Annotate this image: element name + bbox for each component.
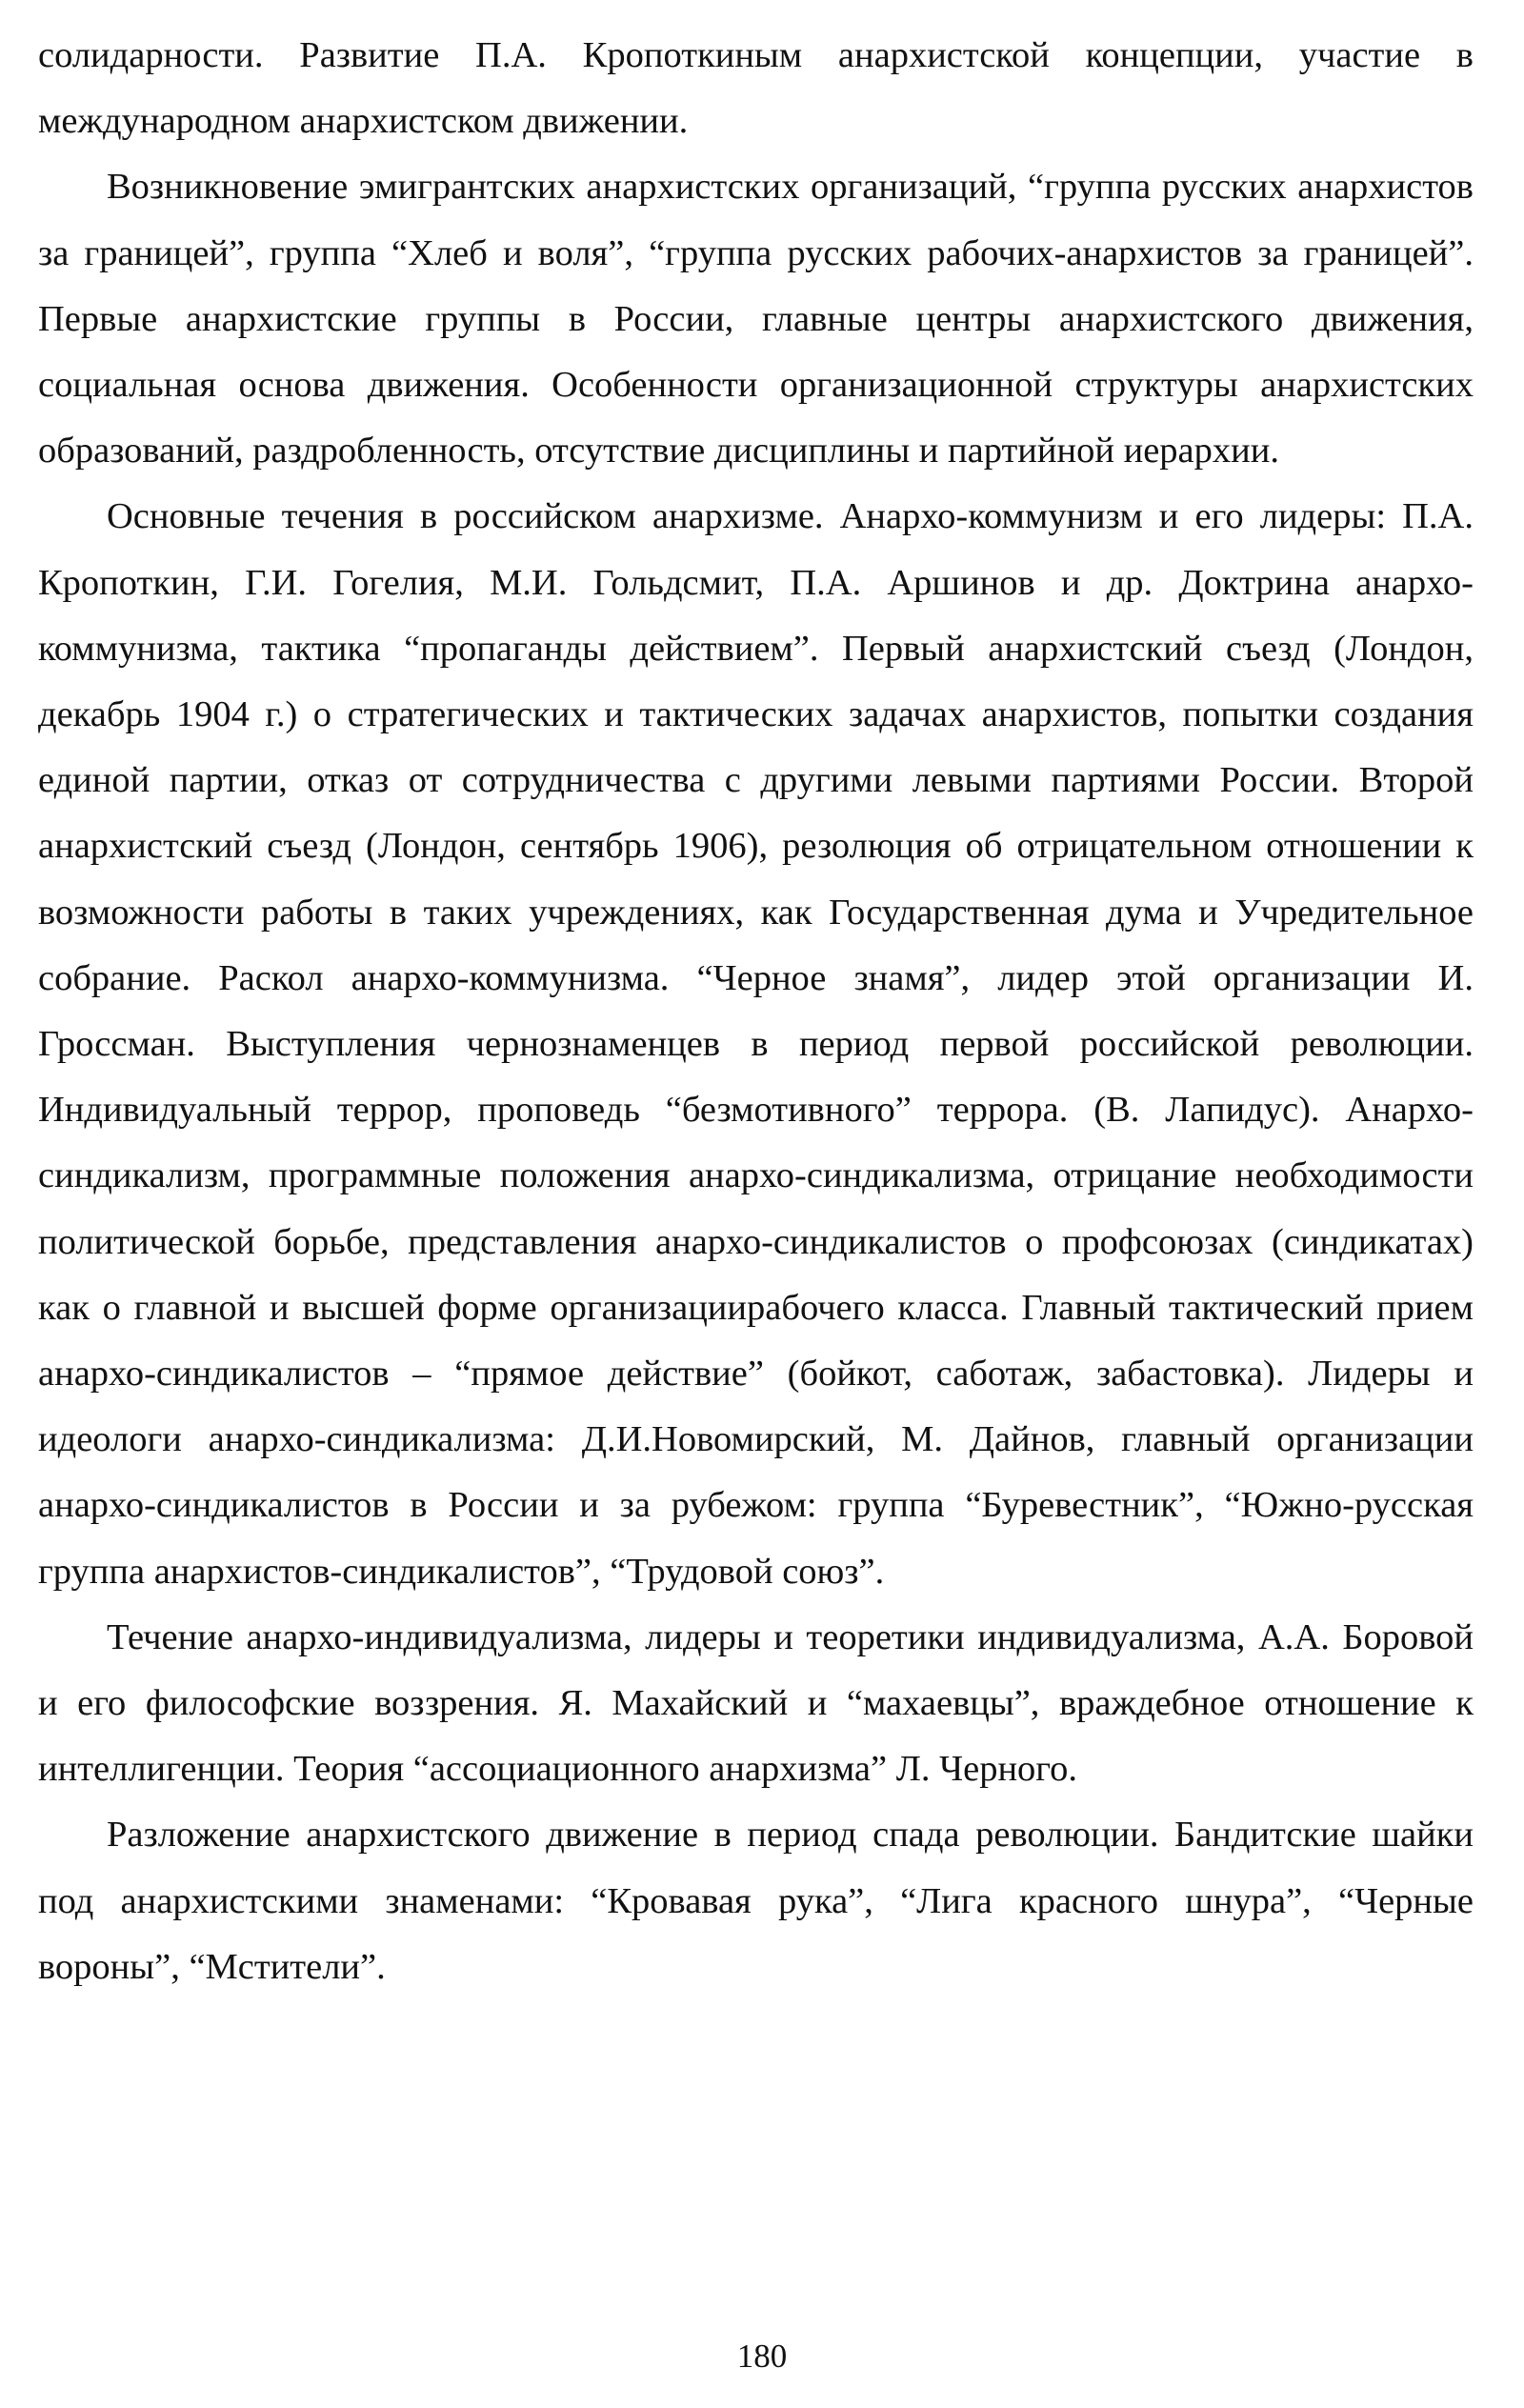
paragraph-emigrant-organizations: Возникновение эмигрантских анархистских организаций, “группа русских анархистов за границей”, группа “Хлеб и воля”, “группа русских рабочих-анархистов за границей”. Первые анархистские группы в России, главные центры анархистского движения, социальная основа движения. Особенности организационной структуры анархистских образований, раздробленность, отсутствие дисциплины и партийной иерархии. (38, 167, 1474, 472)
paragraph-movement-decline: Разложение анархистского движение в период спада революции. Бандитские шайки под анархистскими знаменами: “Кровавая рука”, “Лига красного шнура”, “Черные вороны”, “Мстители”. (38, 1815, 1474, 1987)
page-number: 180 (736, 2338, 788, 2375)
paragraph-anarcho-individualism: Течение анархо-индивидуализма, лидеры и теоретики индивидуализма, А.А. Боровой и его философские воззрения. Я. Махайский и “махаевцы”, враждебное отношение к интеллигенции. Теория “ассоциационного анархизма” Л. Черного. (38, 1616, 1474, 1790)
paragraph-main-currents: Основные течения в российском анархизме. Анархо-коммунизм и его лидеры: П.А. Кропоткин, Г.И. Гогелия, М.И. Гольдсмит, П.А. Аршинов и др. Доктрина анархо-коммунизма, тактика “пропаганды действием”. Первый анархистский съезд (Лондон, декабрь 1904 г.) о стратегических и тактических задачах анархистов, попытки создания единой партии, отказ от сотрудничества с другими левыми партиями России. Второй анархистский съезд (Лондон, сентябрь 1906), резолюция об отрицательном отношении к возможности работы в таких учреждениях, как Государственная дума и Учредительное собрание. Раскол анархо-коммунизма. “Черное знамя”, лидер этой организации И. Гроссман. Выступления чернознаменцев в период первой российской революции. Индивидуальный террор, проповедь “безмотивного” террора. (В. Лапидус). Анархо-синдикализм, программные положения анархо-синдикализма, отрицание необходимости политической борьбе, представления анархо-синдикалистов о профсоюзах (синдикатах) как о главной и высшей форме организациирабочего класса. Главный тактический прием анархо-синдикалистов – “прямое действие” (бойкот, саботаж, забастовка). Лидеры и идеологи анархо-синдикализма: Д.И.Новомирский, М. Дайнов, главный организации анархо-синдикалистов в России и за рубежом: группа “Буревестник”, “Южно-русская группа анархистов-синдикалистов”, “Трудовой союз”. (38, 496, 1474, 1592)
paragraph-continuation: солидарности. Развитие П.А. Кропоткиным анархистской концепции, участие в международном анархистском движении. (38, 35, 1474, 142)
page-body-text (38, 23, 1474, 2000)
